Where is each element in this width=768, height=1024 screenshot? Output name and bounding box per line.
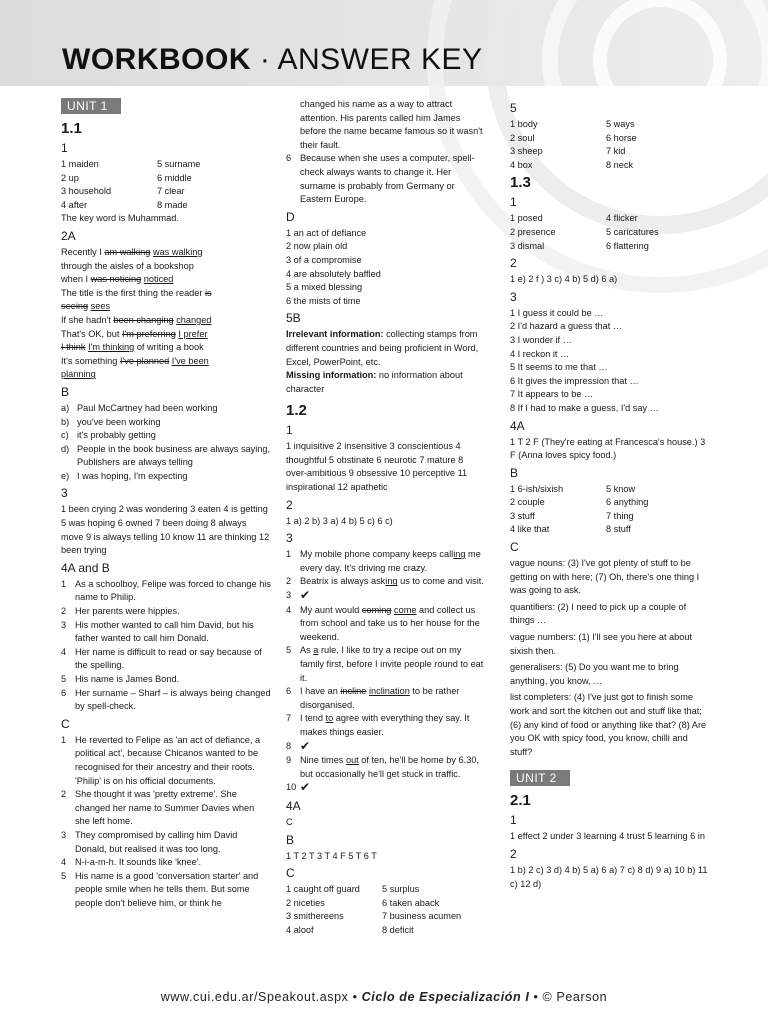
item-number: 4: [286, 604, 292, 615]
section-heading: 1.2: [286, 402, 307, 420]
exercise-label: C: [286, 866, 295, 881]
exercise-label: C: [510, 540, 519, 555]
deleted-text: is: [205, 287, 212, 298]
grid-cell: 1 6-ish/sixish: [510, 483, 564, 494]
list-item: 3 I wonder if …: [510, 334, 572, 345]
item-number: e): [61, 470, 70, 481]
item-text: As a rule, I like to try a recipe out on my family first, before I invite people round to eat it.: [300, 645, 484, 683]
list-item: [61, 646, 271, 673]
list-item: [286, 548, 486, 575]
item-number: 1: [61, 578, 67, 589]
list-item: [61, 734, 271, 788]
corrected-text: noticed: [143, 274, 174, 285]
exercise-label: 1: [510, 813, 517, 828]
list-item: 2 I'd hazard a guess that …: [510, 321, 623, 332]
list-item: [286, 754, 486, 781]
grid-cell: 7 thing: [606, 510, 634, 521]
item-number: 4: [61, 646, 67, 657]
item-text: it's probably getting: [77, 430, 156, 441]
deleted-text: been changing: [113, 314, 174, 325]
answer-list: [286, 548, 486, 796]
missing-info: Missing information: no information about character: [286, 370, 463, 394]
answer-paragraph: list completers: (4) I've just got to finish some work and sort the kitchen out and stuff like that; (6) any kind of food or anything like that? (8) Are you OK with spicy food, you know, chilli and stuff?: [510, 692, 707, 757]
exercise-label: 5B: [286, 311, 301, 326]
item-text: Beatrix is always asking us to come and visit.: [300, 576, 484, 587]
list-item: [61, 673, 271, 687]
item-number: 2: [61, 789, 67, 800]
answer-list: [286, 227, 486, 309]
footer-url[interactable]: www.cui.edu.ar/Speakout.aspx: [160, 990, 349, 1004]
corrected-text: sees: [90, 301, 111, 312]
deleted-text: I'm preferring: [122, 328, 176, 339]
exercise-label: 2A: [61, 228, 76, 243]
grid-cell: 5 caricatures: [606, 226, 659, 237]
item-number: 5: [286, 645, 292, 656]
item-text: Her name is difficult to read or say because of the spelling.: [75, 646, 262, 671]
grid-cell: 4 box: [510, 159, 533, 170]
item-number: 3: [286, 590, 292, 601]
answer-text: 1 b) 2 c) 3 d) 4 b) 5 a) 6 a) 7 c) 8 d) 9 a) 10 b) 11 c) 12 d): [510, 864, 708, 889]
grid-cell: 3 household: [61, 186, 112, 197]
list-item: 7 It appears to be …: [510, 389, 594, 400]
list-item: 6 the mists of time: [286, 295, 361, 306]
corrected-text: I've been: [171, 355, 209, 366]
exercise-label: 4A: [286, 798, 301, 813]
pair-grid: [510, 212, 710, 253]
list-item: [61, 829, 271, 856]
list-item: [61, 788, 271, 829]
grid-cell: 4 after: [61, 199, 88, 210]
item-text: His mother wanted to call him David, but his father wanted to call him Donald.: [75, 619, 254, 644]
item-number: 6: [61, 687, 67, 698]
exercise-label: 4A and B: [61, 560, 110, 575]
grid-cell: 8 deficit: [382, 924, 414, 935]
grid-cell: 2 couple: [510, 497, 545, 508]
item-text: They compromised by calling him David Donald, but realised it was too long.: [75, 829, 238, 854]
list-item: [61, 402, 271, 416]
list-item: [61, 470, 271, 484]
answer-list: [61, 734, 271, 911]
correction-line: [61, 300, 271, 314]
answer-grid: [510, 118, 710, 172]
grid-cell: 2 soul: [510, 132, 535, 143]
exercise-label: 2: [510, 846, 517, 861]
list-item: 4 are absolutely baffled: [286, 268, 381, 279]
answer-list: [61, 578, 271, 714]
answer-grid: [61, 158, 271, 212]
corrected-text: I'm thinking: [88, 342, 135, 353]
answer-text: C: [286, 816, 293, 827]
exercise-label: 3: [286, 531, 293, 546]
list-item: [286, 604, 486, 645]
item-text: His name is a good 'conversation starter' and people smile when he tells them. But some people don't believe him, or think he: [75, 870, 259, 908]
correction-line: [61, 368, 271, 382]
pair-grid: [510, 483, 710, 537]
answer-paragraph: vague nouns: (3) I've got plenty of stuff to be getting on with here; (7) Oh, there's one thing I was going to ask.: [510, 558, 700, 596]
grid-cell: 6 middle: [157, 172, 192, 183]
correction-line: It's something I've planned I've been: [61, 355, 209, 366]
grid-cell: 6 taken aback: [382, 897, 440, 908]
list-item: [61, 856, 271, 870]
item-number: 2: [286, 576, 292, 587]
item-text: ✔: [300, 588, 311, 603]
list-item: [286, 644, 486, 685]
unit-badge: UNIT 1: [61, 98, 121, 114]
page-footer: www.cui.edu.ar/Speakout.aspx • Ciclo de Especialización I • © Pearson: [160, 990, 608, 1004]
correction-line: That's OK, but I'm preferring I prefer: [61, 328, 208, 339]
grid-cell: 7 clear: [157, 186, 185, 197]
grid-cell: 5 ways: [606, 119, 635, 129]
item-text: As a schoolboy, Felipe was forced to change his name to Philip.: [75, 578, 271, 603]
item-text: He reverted to Felipe as 'an act of defiance, a political act', because Chicanos wanted to be recognised for their ancestry and their roots. 'Philip' is on his official documents.: [75, 734, 261, 786]
answer-text: 1 a) 2 b) 3 a) 4 b) 5 c) 6 c): [286, 515, 393, 526]
deleted-text: am walking: [104, 246, 151, 257]
correction-line: when I was noticing noticed: [61, 274, 174, 285]
item-number: c): [61, 430, 69, 441]
item-text: ✔: [300, 780, 311, 795]
answer-text: 1 been crying 2 was wondering 3 eaten 4 is getting 5 was hoping 6 owned 7 been doing 8 always move 9 is always telling 10 know 11 are thinking 12 been trying: [61, 504, 270, 556]
answer-grid: [510, 483, 710, 537]
answer-grid: [286, 883, 486, 937]
list-item: 8 If I had to make a guess, I'd say …: [510, 402, 659, 413]
list-item: [286, 740, 486, 755]
correction-line: through the aisles of a bookshop: [61, 260, 194, 271]
answer-text: 1 inquisitive 2 insensitive 3 conscientious 4 thoughtful 5 obstinate 6 neurotic 7 mature 8 over-ambitious 9 obsessive 10 perceptive 11 inspirational 12 apathetic: [286, 441, 468, 493]
grid-cell: 5 know: [606, 483, 636, 494]
column-1: [61, 98, 271, 911]
column-2: [286, 98, 486, 938]
grid-cell: 1 maiden: [61, 159, 99, 169]
pair-grid: [286, 883, 486, 937]
item-number: 10: [286, 782, 297, 793]
pair-grid: [61, 158, 271, 212]
grid-cell: 3 dismal: [510, 240, 545, 251]
answer-list: [510, 307, 710, 416]
list-item: [286, 685, 486, 712]
pair-grid: [510, 118, 710, 172]
list-item: [286, 589, 486, 604]
deleted-text: I think: [61, 342, 86, 353]
item-text: My mobile phone company keeps calling me every day. It's driving me crazy.: [300, 549, 481, 573]
list-item: [61, 605, 271, 619]
grid-cell: 8 made: [157, 199, 188, 210]
corrected-text: planning: [61, 369, 96, 380]
list-item: [61, 687, 271, 714]
item-text: N-i-a-m-h. It sounds like 'knee'.: [75, 857, 202, 868]
grid-cell: 2 presence: [510, 226, 556, 237]
list-item: [61, 443, 271, 470]
unit-badge: UNIT 2: [510, 770, 570, 786]
continued-text: changed his name as a way to attract attention. His parents called him James before the name became famous so it wasn't their fault.: [300, 99, 483, 150]
deleted-text: was noticing: [90, 274, 142, 285]
footer-copyright: © Pearson: [542, 990, 608, 1004]
list-item: 5 a mixed blessing: [286, 282, 363, 293]
grid-cell: 2 up: [61, 172, 79, 183]
correction-line: The title is the first thing the reader is: [61, 287, 212, 298]
grid-cell: 3 stuff: [510, 510, 535, 521]
exercise-label: B: [286, 832, 295, 847]
deleted-text: I've planned: [119, 355, 170, 366]
answer-grid: [510, 212, 710, 253]
item-text: Her surname – Sharf – is always being changed by spell-check.: [75, 687, 271, 712]
list-item: 2 now plain old: [286, 241, 348, 252]
grid-cell: 3 smithereens: [286, 911, 344, 922]
grid-cell: 5 surplus: [382, 884, 420, 895]
grid-cell: 6 anything: [606, 497, 649, 508]
item-text: His name is James Bond.: [75, 674, 180, 684]
list-item: [286, 781, 486, 796]
answer-text: 1 effect 2 under 3 learning 4 trust 5 learning 6 in: [510, 831, 705, 842]
answer-list: [61, 402, 271, 484]
deleted-text: seeing: [61, 301, 89, 312]
exercise-label: 2: [286, 497, 293, 512]
exercise-label: 2: [510, 256, 517, 271]
grid-cell: 4 flicker: [606, 213, 638, 224]
item-number: 3: [61, 619, 67, 630]
grid-cell: 4 like that: [510, 524, 550, 535]
item-number: 8: [286, 740, 292, 751]
grid-cell: 6 flattering: [606, 240, 649, 251]
grid-cell: 1 posed: [510, 213, 543, 224]
corrected-text: changed: [176, 314, 212, 325]
page-title: WORKBOOK · ANSWER KEY: [62, 43, 483, 76]
item-text: She thought it was 'pretty extreme'. She changed her name to Summer Davies when she left home.: [75, 789, 255, 827]
list-item: [286, 575, 486, 589]
exercise-label: 5: [510, 101, 517, 115]
exercise-label: 1: [286, 423, 293, 438]
item-number: 1: [286, 549, 292, 560]
answer-paragraphs: [510, 557, 710, 759]
list-item: 3 of a compromise: [286, 254, 362, 265]
list-item: 1 I guess it could be …: [510, 307, 604, 318]
answer-paragraph: generalisers: (5) Do you want me to bring anything, you know, …: [510, 662, 679, 686]
item-text: I was hoping, I'm expecting: [77, 470, 188, 481]
corrections-list: [61, 246, 271, 382]
item-number: 5: [61, 674, 67, 684]
list-item: 1 an act of defiance: [286, 227, 367, 238]
correction-line: Recently I am walking was walking: [61, 246, 203, 257]
grid-cell: 8 stuff: [606, 524, 631, 535]
list-item: 6 Because when she uses a computer, spell-check always wants to change it. Her surname is probably from Germany or Eastern Europe.: [286, 153, 475, 205]
item-text: Nine times out of ten, he'll be home by 6.30, but occasionally he'll get stuck in traffic.: [300, 755, 479, 779]
item-text: People in the book business are always saying, Publishers are always telling: [77, 443, 271, 468]
exercise-label: 1: [61, 141, 68, 155]
answer-text: 1 T 2 T 3 T 4 F 5 T 6 T: [286, 850, 377, 861]
grid-cell: 8 neck: [606, 159, 634, 170]
answer-text: 1 e) 2 f ) 3 c) 4 b) 5 d) 6 a): [510, 274, 618, 285]
answer-text: 1 T 2 F (They're eating at Francesca's house.) 3 F (Anna loves spicy food.): [510, 436, 706, 461]
item-number: 9: [286, 755, 292, 766]
item-number: a): [61, 402, 70, 413]
item-number: 1: [61, 734, 67, 745]
grid-cell: 2 niceties: [286, 897, 325, 908]
grid-cell: 1 body: [510, 119, 538, 129]
exercise-label: B: [510, 465, 519, 480]
answer-note: The key word is Muhammad.: [61, 213, 179, 224]
item-number: 6: [286, 686, 292, 697]
list-item: [61, 416, 271, 430]
exercise-label: C: [61, 716, 70, 731]
list-item: [61, 429, 271, 443]
column-3: [510, 98, 710, 891]
exercise-label: 1: [510, 195, 517, 210]
exercise-label: 3: [510, 289, 517, 304]
grid-cell: 7 kid: [606, 146, 626, 157]
section-heading: 2.1: [510, 792, 531, 810]
exercise-label: B: [61, 384, 70, 399]
exercise-label: 4A: [510, 418, 525, 433]
exercise-label: 3: [61, 486, 68, 501]
grid-cell: 5 surname: [157, 159, 201, 169]
grid-cell: 1 caught off guard: [286, 884, 360, 895]
grid-cell: 4 aloof: [286, 924, 314, 935]
corrected-text: was walking: [152, 246, 203, 257]
list-item: [61, 619, 271, 646]
irrelevant-info: Irrelevant information: collecting stamps from different countries and being proficient in Word, Excel, PowerPoint, etc.: [286, 329, 479, 367]
footer-course: Ciclo de Especialización I: [361, 990, 530, 1004]
item-text: Her parents were hippies.: [75, 606, 180, 617]
correction-line: I think I'm thinking of writing a book: [61, 342, 204, 353]
grid-cell: 7 business acumen: [382, 911, 462, 922]
list-item: [286, 712, 486, 739]
corrected-text: I prefer: [178, 328, 208, 339]
section-heading: 1.3: [510, 174, 531, 192]
item-number: 5: [61, 870, 67, 881]
item-text: ✔: [300, 738, 311, 753]
answer-paragraph: quantifiers: (2) I need to pick up a couple of things …: [510, 601, 687, 626]
grid-cell: 6 horse: [606, 132, 637, 143]
section-heading: 1.1: [61, 120, 82, 137]
item-number: 2: [61, 606, 67, 617]
list-item: [61, 870, 271, 911]
list-item: [61, 578, 271, 605]
correction-line: If she hadn't been changing changed: [61, 314, 212, 325]
item-text: My aunt would coming come and collect us from school and take us to her house for the weekend.: [300, 604, 480, 642]
item-number: b): [61, 416, 70, 427]
list-item: 4 I reckon it …: [510, 348, 570, 359]
item-number: 4: [61, 857, 67, 868]
item-number: 3: [61, 829, 67, 840]
item-number: d): [61, 443, 70, 454]
answer-paragraph: vague numbers: (1) I'll see you here at about sixish then.: [510, 632, 693, 656]
item-number: 7: [286, 713, 292, 724]
grid-cell: 3 sheep: [510, 146, 543, 157]
item-text: I have an incline inclination to be rather disorganised.: [300, 686, 460, 710]
item-text: I tend to agree with everything they say. It makes things easier.: [300, 713, 470, 737]
list-item: 5 It seems to me that …: [510, 362, 608, 373]
item-text: you've been working: [77, 416, 161, 427]
list-item: 6 It gives the impression that …: [510, 375, 639, 386]
exercise-label: D: [286, 209, 295, 224]
item-text: Paul McCartney had been working: [77, 402, 218, 413]
